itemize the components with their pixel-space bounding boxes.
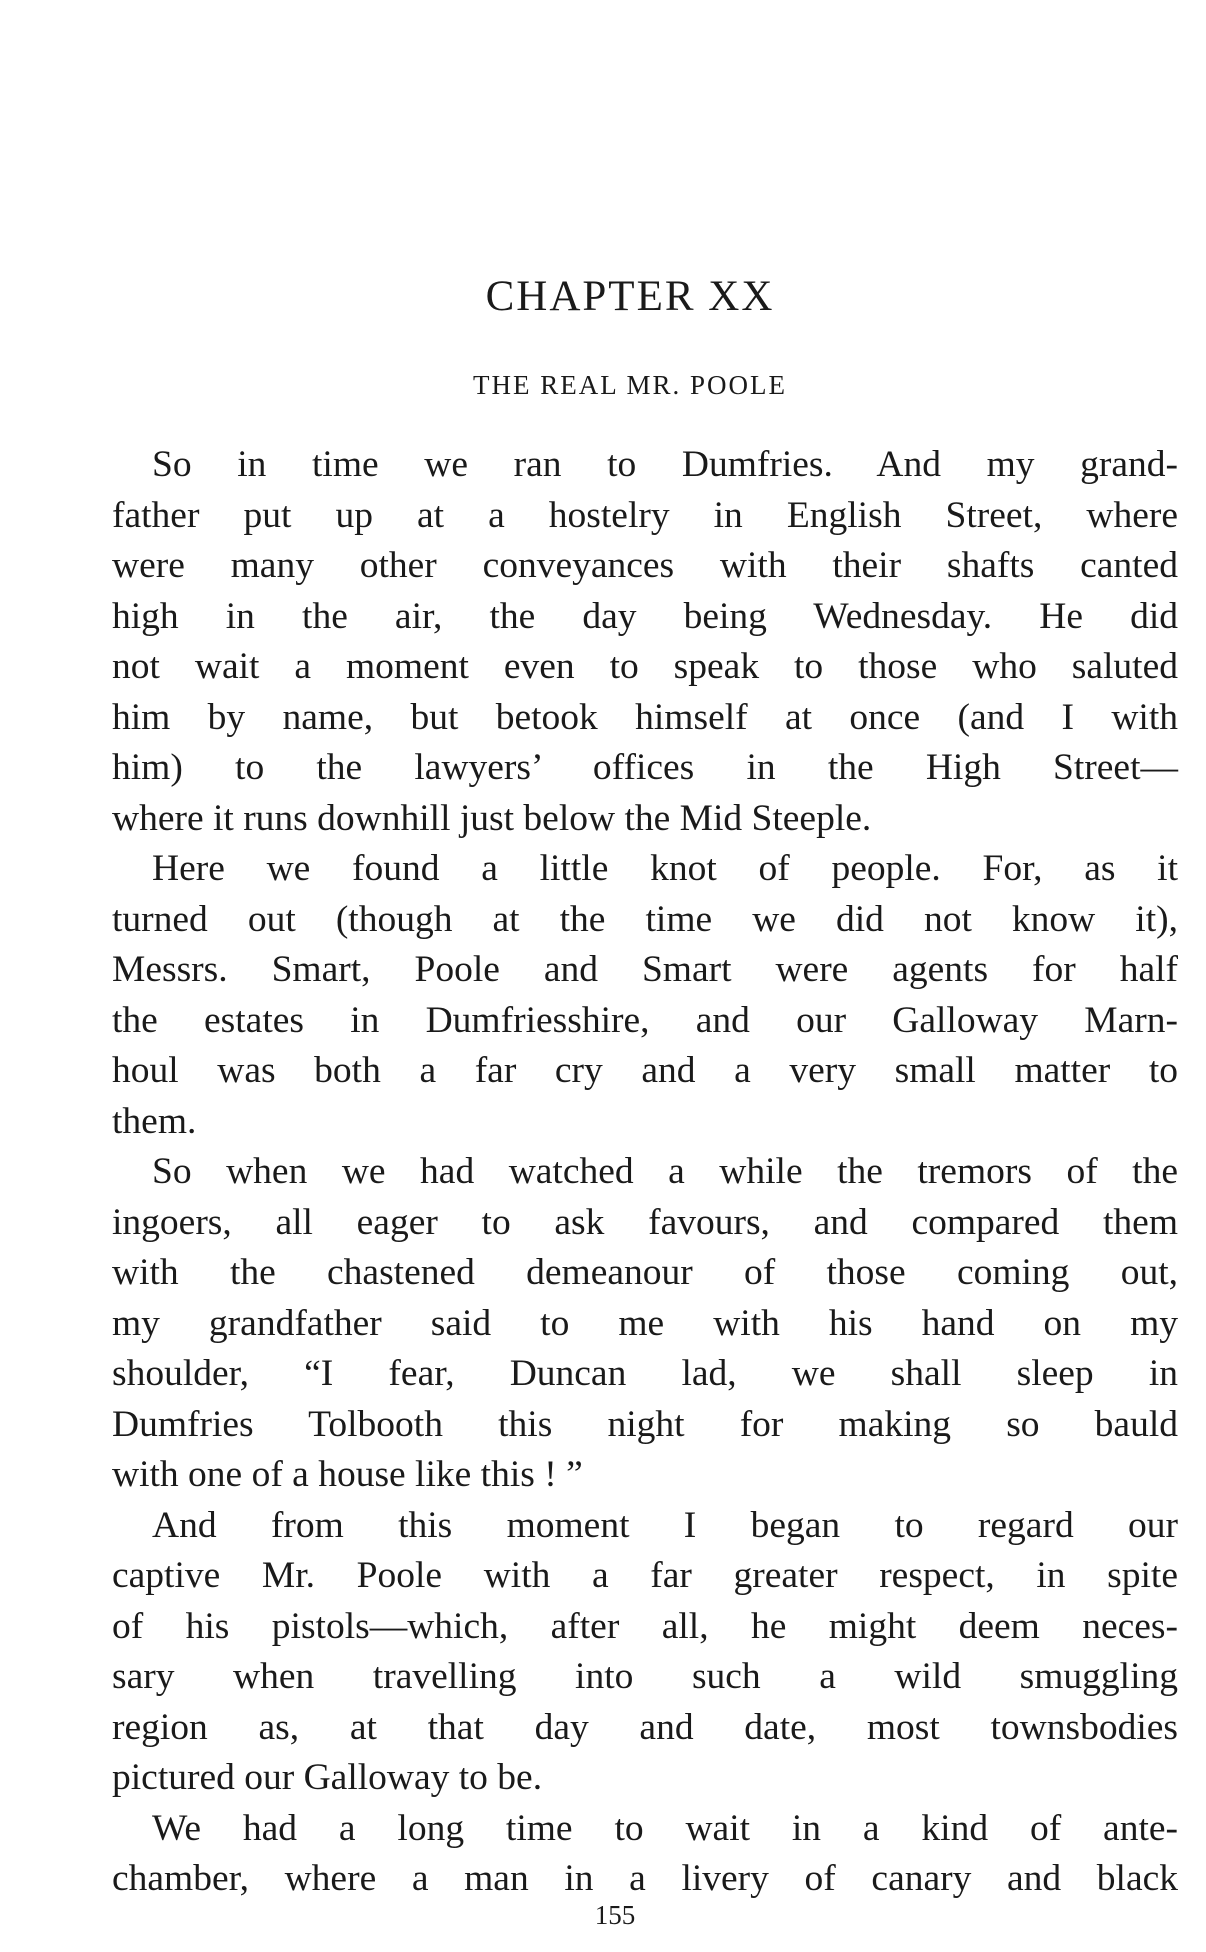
text-line: with the chastened demeanour of those coming out, (112, 1252, 1178, 1293)
text-line: And from this moment I began to regard our (152, 1504, 1178, 1546)
chapter-subtitle: THE REAL MR. POOLE (473, 370, 787, 400)
text-line: my grandfather said to me with his hand on my (112, 1302, 1178, 1344)
text-line: not wait a moment even to speak to those who saluted (112, 646, 1178, 687)
text-line: where it runs downhill just below the Mid Steeple. (112, 797, 872, 839)
page-number: 155 (594, 1900, 636, 1930)
chapter-title: CHAPTER XX (485, 273, 775, 320)
text-line: region as, at that day and date, most townsbodies (112, 1706, 1178, 1748)
text-line: ingoers, all eager to ask favours, and compared them (112, 1201, 1178, 1243)
text-line: houl was both a far cry and a very small matter to (112, 1050, 1178, 1091)
text-line: So in time we ran to Dumfries. And my grand- (152, 444, 1178, 485)
text-line: We had a long time to wait in a kind of ante- (152, 1807, 1178, 1849)
text-line: were many other conveyances with their shafts canted (112, 545, 1178, 586)
text-line: Dumfries Tolbooth this night for making so bauld (112, 1403, 1178, 1445)
text-line: turned out (though at the time we did not know it), (112, 898, 1178, 940)
text-line: the estates in Dumfriesshire, and our Galloway Marn- (112, 999, 1178, 1041)
text-line: with one of a house like this ! ” (112, 1454, 583, 1495)
text-line: So when we had watched a while the tremors of the (152, 1151, 1178, 1192)
text-line: him) to the lawyers’ offices in the High Street— (112, 747, 1178, 788)
text-line: captive Mr. Poole with a far greater respect, in spite (112, 1555, 1178, 1596)
text-line: high in the air, the day being Wednesday. He did (112, 595, 1178, 637)
text-line: of his pistols—which, after all, he might deem neces- (112, 1605, 1178, 1647)
text-line: him by name, but betook himself at once (and I with (112, 696, 1178, 738)
text-line: father put up at a hostelry in English Street, where (112, 494, 1178, 536)
text-line: Here we found a little knot of people. For, as it (152, 848, 1178, 889)
text-line: Messrs. Smart, Poole and Smart were agents for half (112, 949, 1178, 990)
text-line: chamber, where a man in a livery of canary and black (112, 1858, 1178, 1899)
text-line: them. (112, 1100, 197, 1142)
text-line: sary when travelling into such a wild smuggling (112, 1656, 1178, 1697)
body-text (112, 440, 1178, 1905)
text-line: pictured our Galloway to be. (112, 1757, 543, 1798)
text-line: shoulder, “I fear, Duncan lad, we shall sleep in (112, 1353, 1178, 1394)
